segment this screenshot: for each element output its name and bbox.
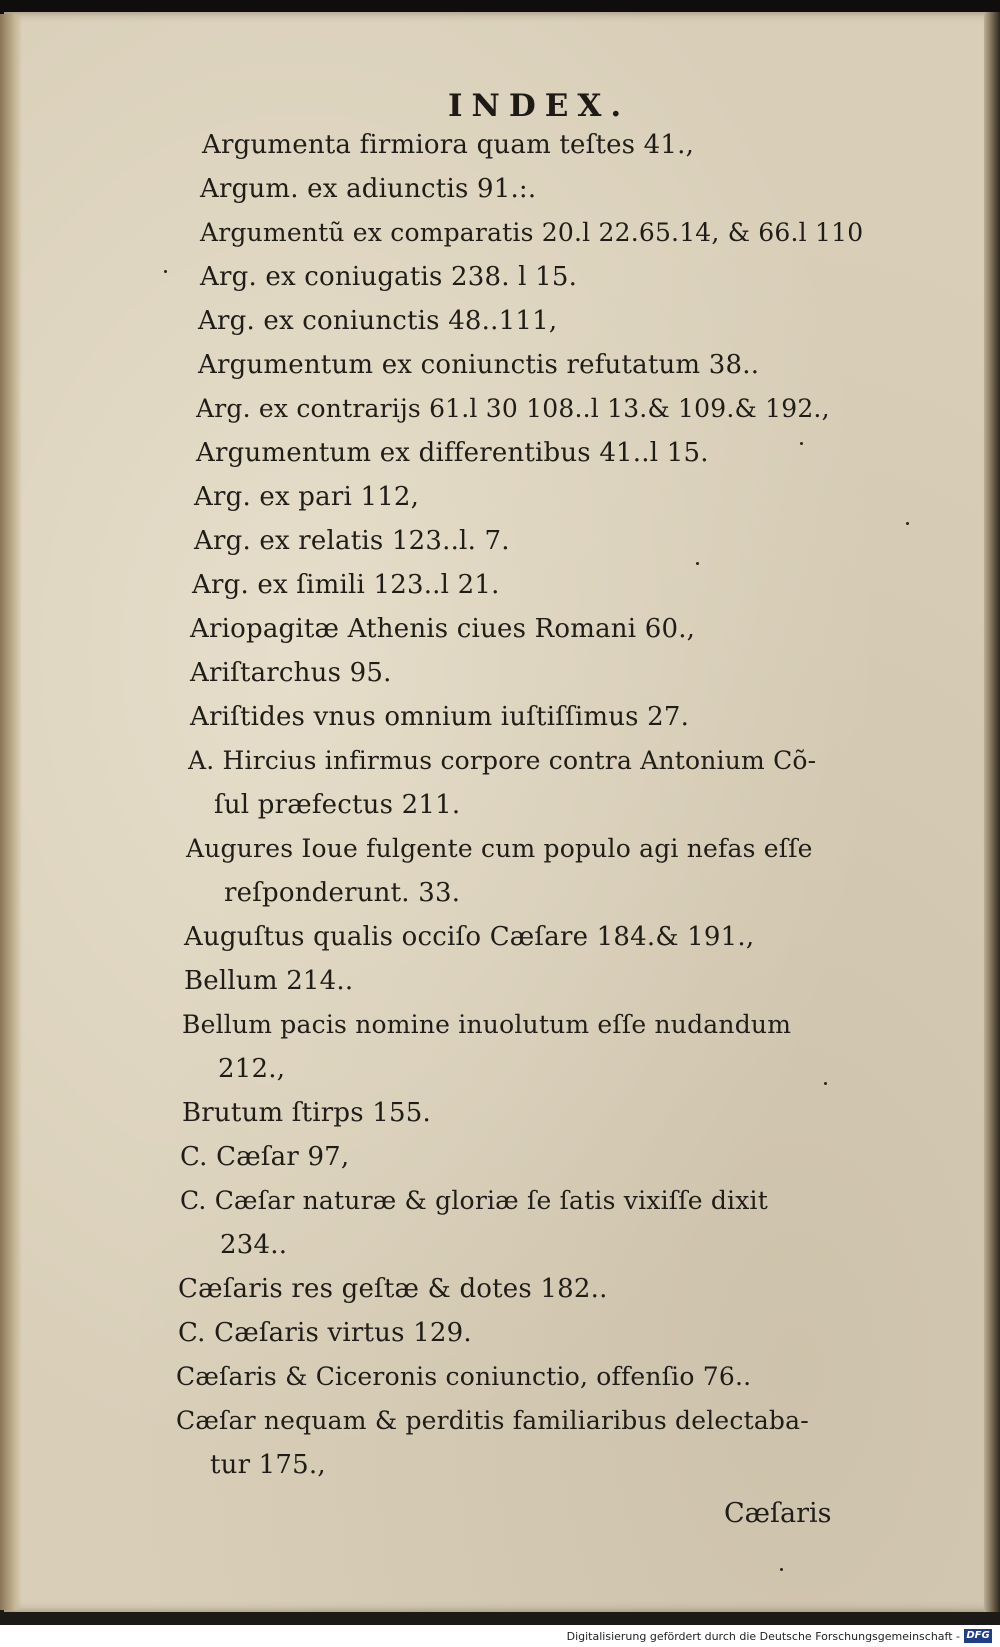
index-entry: ſul præfectus 211. — [214, 790, 461, 820]
book-page-edge — [984, 12, 1000, 1612]
paper-speck — [696, 562, 699, 565]
index-entry: C. Cæſaris virtus 129. — [178, 1318, 472, 1348]
paper-speck — [780, 1568, 783, 1571]
index-entry: tur 175., — [210, 1450, 326, 1480]
paper-speck — [906, 522, 909, 525]
paper-speck — [164, 270, 167, 273]
index-entry: Brutum ſtirps 155. — [182, 1098, 431, 1128]
index-entry: Ariopagitæ Athenis ciues Romani 60., — [190, 614, 696, 644]
catchword: Cæſaris — [724, 1498, 832, 1529]
paper-speck — [800, 442, 803, 445]
index-entry: reſponderunt. 33. — [224, 878, 461, 908]
index-entry: Auguſtus qualis occiſo Cæſare 184.& 191., — [184, 922, 755, 952]
index-entry: Argumentum ex coniunctis refutatum 38.. — [198, 350, 760, 380]
index-entry: Arg. ex coniugatis 238. l 15. — [200, 262, 578, 292]
index-entry: Cæſar nequam & perditis familiaribus delectaba- — [176, 1406, 809, 1435]
index-entry: Argum. ex adiunctis 91.:. — [200, 174, 537, 204]
index-entry: 234.. — [220, 1230, 288, 1260]
index-entry: Argumenta firmiora quam teſtes 41., — [202, 130, 695, 160]
page-heading: INDEX. — [448, 88, 631, 124]
book-gutter — [0, 14, 22, 1610]
index-entry: Bellum pacis nomine inuolutum eſſe nudandum — [182, 1010, 792, 1039]
index-entry: Arg. ex contrarijs 61.l 30 108..l 13.& 109.& 192., — [196, 394, 830, 423]
index-entry: Cæſaris res geſtæ & dotes 182.. — [178, 1274, 608, 1304]
index-entry: Ariſtarchus 95. — [190, 658, 392, 688]
index-entry: Augures Ioue fulgente cum populo agi nefas eſſe — [186, 834, 813, 863]
index-entry: Bellum 214.. — [184, 966, 354, 996]
index-entry: Arg. ex relatis 123..l. 7. — [194, 526, 510, 556]
index-entry: Ariſtides vnus omnium iuſtiſſimus 27. — [190, 702, 690, 732]
index-entry: Arg. ex pari 112, — [194, 482, 420, 512]
index-entry: Arg. ex coniunctis 48..111, — [198, 306, 558, 336]
index-entry: Cæſaris & Ciceronis coniunctio, offenſio 76.. — [176, 1362, 752, 1391]
index-entry: Argumentũ ex comparatis 20.l 22.65.14, & 66.l 110 — [200, 218, 864, 247]
index-entry: 212., — [218, 1054, 286, 1084]
index-entry: C. Cæſar naturæ & gloriæ ſe ſatis vixiſſe dixit — [180, 1186, 768, 1215]
index-entry: C. Cæſar 97, — [180, 1142, 350, 1172]
index-entry: A. Hircius infirmus corpore contra Antonium Cõ- — [188, 746, 817, 775]
dfg-logo: DFG — [964, 1629, 992, 1643]
digitization-credit: Digitalisierung gefördert durch die Deutsche Forschungsgemeinschaft - — [566, 1630, 960, 1643]
index-entry: Argumentum ex differentibus 41..l 15. — [196, 438, 709, 468]
index-entry: Arg. ex ſimili 123..l 21. — [192, 570, 500, 600]
paper-speck — [824, 1082, 827, 1085]
